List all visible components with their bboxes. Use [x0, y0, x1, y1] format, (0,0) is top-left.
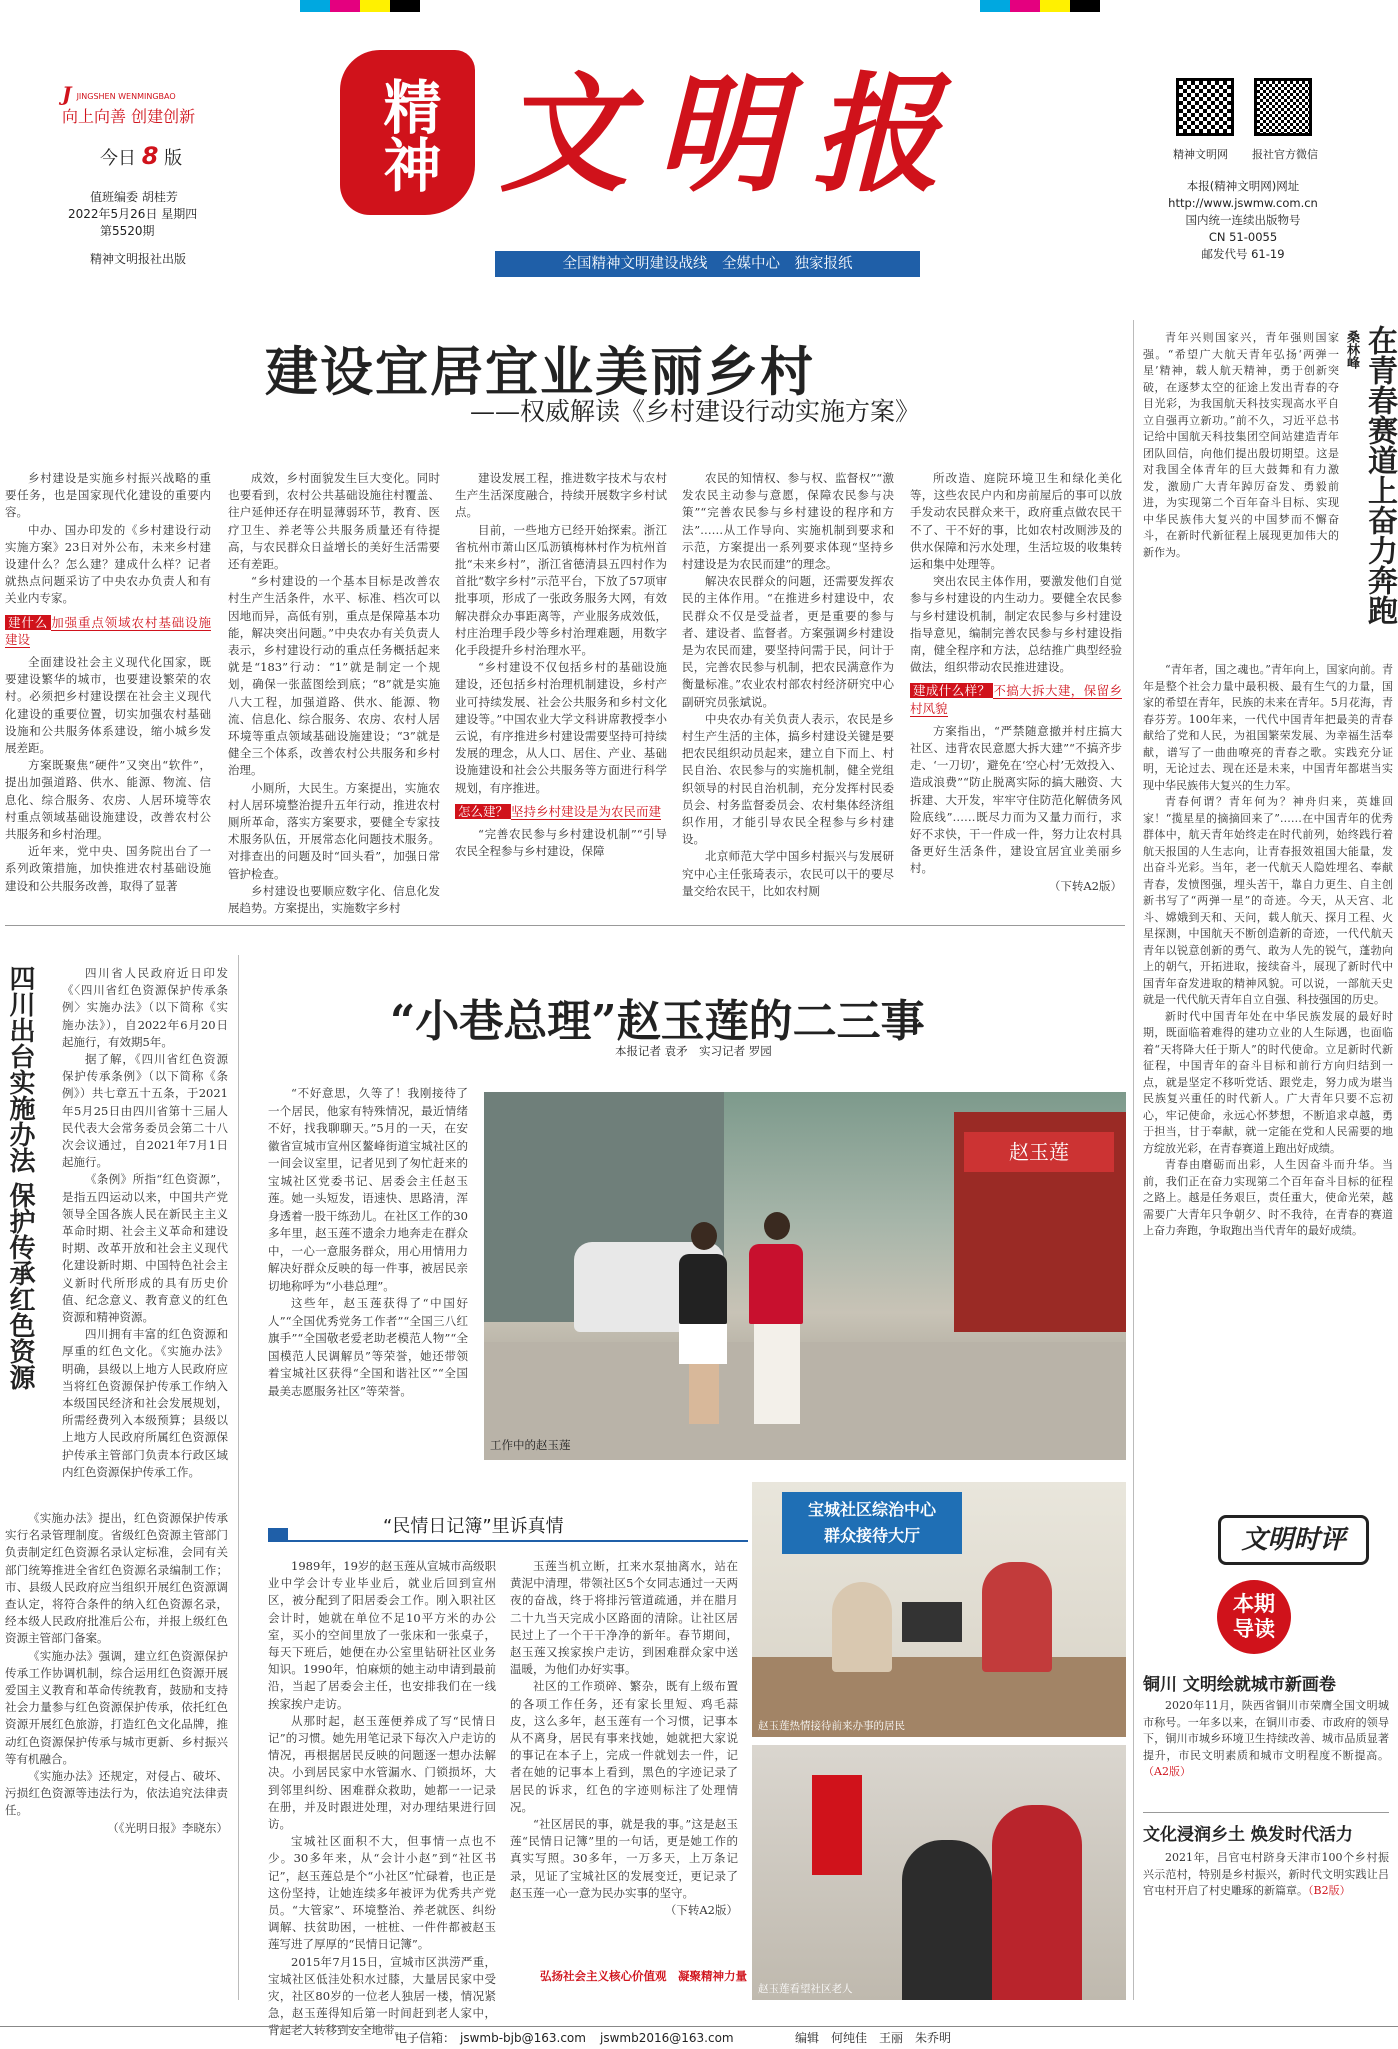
commentary-body-cont: “青年者，国之魂也。”青年向上，国家向前。青年是整个社会力量中最积极、最有生气的力量，国家的希望在青年，民族的未来在青年。5月花海，青春芬芳。100年来，一代代中国青年把最美的青春献给了党和人民，为祖国繁荣发展、为幸福生活奉献，谱写了一曲曲嘹亮的青春之歌。实践充分证明，无论过去、现在还是未来，中国青年都堪当实现中华民族伟大复兴的生力军。 青春何谓？青年何为？神舟归来，英雄回家！“揽星星的摘摘回来了”……在中国青年的优秀群体中，航天青年始终走在时代前列，始终践行着航天报国的人生志向，让青春报效祖国大能量，发出奋斗光彩。当年，老一代航天人隐姓埋名、奉献青春，发愤图强，埋头苦干，靠自力更生、自主创新书写了“两弹一星”的奇迹。今天，从天宫、北斗、嫦娥到天和、天问，载人航天、探月工程、火星探测，中国航天不断创造新的奇迹，一代代航天青年以锐意创新的勇气、敢为人先的锐气，蓬勃向上的朝气，开拓进取，接续奋斗，展现了新时代中国青年奋发进取的精神风貌。可以说，一部航天史就是一代代航天青年自立自强、科技强国的历史。 新时代中国青年处在中华民族发展的最好时期，既面临着难得的建功立业的人生际遇，也面临着“天将降大任于斯人”的时代使命。立足新时代新征程，中国青年的奋斗目标和前行方向归结到一点，就是坚定不移听党话、跟党走，努力成为堪当民族复兴重任的时代新人。广大青年只要不忘初心，牢记使命，永远心怀梦想，不断追求卓越，勇于担当，甘于奉献，就一定能在党和人民需要的地方绽放光彩，在青春赛道上跑出好成绩。 青春由磨砺而出彩，人生因奋斗而升华。当前，我们正在奋力实现第二个百年奋斗目标的征程之路上。越是任务艰巨，责任重大，使命光荣，越需要广大青年只争朝夕、时不我待，在青春的赛道上奋力奔跑，争取跑出当代青年的最好成绩。: [1143, 663, 1393, 1237]
lead-headline: 建设宜居宜业美丽乡村: [265, 342, 815, 403]
masthead-logo: [62, 82, 232, 106]
lead-bottom-rule: [5, 925, 1125, 926]
visit-wall-sign: [812, 1775, 862, 1875]
guide-headline-1[interactable]: 铜川 文明绘就城市新画卷: [1143, 1675, 1336, 1695]
masthead-title: 文明报: [500, 60, 969, 210]
subhead-how: 怎么建？ 坚持乡村建设是为农民而建: [455, 803, 667, 820]
visit-person-host: [992, 1805, 1082, 2000]
lead-col-1: 乡村建设是实施乡村振兴战略的重要任务，也是国家现代化建设的重要内容。 中办、国办印发的《乡村建设行动实施方案》23日对外公布，未来乡村建设建什么？怎么建？建成什么样？记者就热点问题采访了中央农办负责人和有关业内专家。 建什么 加强重点领域农村基础设施建设 全面建设社会主义现代化国家，既要建设繁华的城市，也要建设繁荣的农村。必须把乡村建设摆在社会主义现代化建设的重要位置，切实加强农村基础设施和公共服务体系建设，缩小城乡发展差距。 方案既聚焦“硬件”又突出“软件”，提出加强道路、供水、能源、物流、信息化、综合服务、农房、人居环境等农村重点领域基础设施建设，改善农村公共服务和乡村治理。 近年来，党中央、国务院出台了一系列政策措施，加快推进农村基础设施建设和公共服务改善，取得了显著: [5, 471, 211, 893]
lead-subhead: ——权威解读《乡村建设行动实施方案》: [470, 397, 921, 426]
guide-text-1: 2020年11月，陕西省铜川市荣膺全国文明城市称号。一年多以来，在铜川市委、市政府的领导下，铜川市城乡环境卫生持续改善、城市品质显著提升，市民文明素质和城市文明程度不断提高。（A2版）: [1143, 1699, 1389, 1778]
masthead: [0, 20, 1398, 280]
email-label: 电子信箱：: [395, 2031, 456, 2045]
person-2: [749, 1212, 804, 1432]
feature-body-2: 玉莲当机立断，扛来水泵抽离水，站在黄泥中清理，带领社区5个女同志通过一天两夜的奋战，终于将排污管道疏通，并在腊月二十九当天完成小区路面的清除。让社区居民过上了一个干干净净的新年。春节期间，赵玉莲又挨家挨户走访，到困难群众家中送温暖，为他们办好实事。 社区的工作琐碎、繁杂，既有上级布置的各项工作任务，还有家长里短、鸡毛蒜皮，这么多年，赵玉莲有一个习惯，记事本从不离身，居民有事来找她，她就把大家说的事记在本子上，完成一件就划去一件，记者在她的记事本上看到，黑色的字迹记录了居民的诉求，红色的字迹则标注了处理情况。 “社区居民的事，就是我的事。”这是赵玉莲“民情日记簿”里的一句话，更是她工作的真实写照。30多年，一万多天，上万条记录，见证了宝城社区的发展变迁，更记录了赵玉莲一心一意为民办实事的坚守。 （下转A2版）: [510, 1558, 738, 1953]
lead-col-5: 所改造、庭院环境卫生和绿化美化等，这些农民户内和房前屋后的事可以放手发动农民群众来干，政府重点做农民干不了、干不好的事，比如农村改厕涉及的供水保障和污水处理，生活垃圾的收集转运和集中处理等。 突出农民主体作用，要激发他们自觉参与乡村建设的内生动力。要健全农民参与乡村建设机制，制定农民参与乡村建设指导意见，编制完善农民参与乡村建设指南，健全程序和方法，总结推广典型经验做法，组织带动农民推进建设。 建成什么样？ 不搞大拆大建，保留乡村风貌 方案指出，“严禁随意撤并村庄搞大社区、违背农民意愿大拆大建”“不搞齐步走、‘一刀切’，避免在‘空心村’无效投入、造成浪费”“防止脱离实际的搞大融资、大拆建、大开发，牢牢守住防范化解债务风险底线”……既尽力而为又量力而行，求好不求快，干一件成一件，努力让农村具备更好生活条件，建设宜居宜业美丽乡村。 （下转A2版）: [910, 470, 1122, 912]
office-person-2: [982, 1562, 1052, 1672]
commentary-title: 在青春赛道上奋力奔跑: [1362, 325, 1397, 625]
comment-badge: [1218, 1515, 1369, 1565]
guide-headline-2[interactable]: 文化浸润乡土 焕发时代活力: [1143, 1825, 1353, 1845]
logo-mark: J: [62, 82, 72, 106]
logo-subtitle: JINGSHEN WENMINGBAO: [76, 92, 176, 101]
left-story-body-cont: 《实施办法》提出，红色资源保护传承实行名录管理制度。省级红色资源主管部门负责制定红色资源名录认定标准，会同有关部门统筹推进全省红色资源名录编制工作；市、县级人民政府应当组织开展红色资源调查认定，将符合条件的纳入红色资源名录，经本级人民政府批准后公布，并报上级红色资源主管部门备案。 《实施办法》强调，建立红色资源保护传承工作协调机制，综合运用红色资源开展爱国主义教育和革命传统教育，鼓励和支持社会力量参与红色资源保护传承，依托红色资源开展红色旅游，打造红色文化品牌，推动红色资源保护传承与城市更新、乡村振兴等有机融合。 《实施办法》还规定，对侵占、破坏、污损红色资源等违法行为，依法追究法律责任。 （《光明日报》李晓东）: [5, 1511, 228, 1835]
qr1-label: 精神文明网: [1173, 148, 1228, 161]
comment-badge-text: 文明时评: [1241, 1525, 1346, 1555]
person-1: [679, 1222, 729, 1432]
guide-badge: 本期导读: [1217, 1580, 1291, 1654]
visit-person-elder: [902, 1840, 992, 2000]
pages-today: 今日 8 版: [100, 142, 183, 170]
publisher: 精神文明报社出版: [90, 252, 187, 266]
lead-col-2: 成效，乡村面貌发生巨大变化。同时也要看到，农村公共基础设施往村覆盖、往户延伸还存在明显薄弱环节，教育、医疗卫生、养老等公共服务质量还有待提高，与农民群众日益增长的美好生活需要还有差距。 “乡村建设的一个基本目标是改善农村生产生活条件，水平、标准、档次可以因地而异，高低有别，重点是保障基本功能，解决突出问题。”中央农办有关负责人表示，乡村建设行动的重点任务概括起来就是“183”行动：“1”就是制定一个规划，确保一张蓝图绘到底；“8”就是实施八大工程，加强道路、供水、能源、物流、信息化、综合服务、农房、农村人居环境等重点领域基础设施建设；“3”就是健全三个体系，改善农村公共服务和乡村治理。 小厕所，大民生。方案提出，实施农村人居环境整治提升五年行动，推进农村厕所革命，落实方案要求，要健全专家技术服务队伍，开展常态化问题技术服务。对排查出的问题及时“回头看”，加强日常管护检查。 乡村建设也要顺应数字化、信息化发展趋势。方案提出，实施数字乡村: [228, 471, 440, 916]
feature-subtitle: “民情日记簿”里诉真情: [268, 1510, 748, 1542]
email-1-link[interactable]: jswmb-bjb@163.com: [460, 2031, 586, 2045]
subhead-what: 建什么 加强重点领域农村基础设施建设: [5, 614, 211, 647]
feature-body-1: 1989年，19岁的赵玉莲从宣城市高级职业中学会计专业毕业后，就业后回到宣州区，被分配到了阳居委会工作。刚入职社区会计时，她就在单位不足10平方米的办公室，买小的空间里放了一张床和一张桌子，每天下班后，她便在办公室里钻研社区业务知识。1990年，怕麻烦的她主动申请到最前沿，当起了居委会主任，也安排我们在一线挨家挨户走访。 从那时起，赵玉莲便养成了写“民情日记”的习惯。她先用笔记录下每次入户走访的情况，再根据居民反映的问题逐一想办法解决。小到居民家中水管漏水、门锁损坏，大到邻里纠纷、困难群众救助，她都一一记录在册，并及时跟进处理，对办理结果进行回访。 宝城社区面积不大，但事情一点也不少。30多年来，从“会计小赵”到“社区书记”，赵玉莲总是个“小社区”忙碌着，也正是这份坚持，让她连续多年被评为优秀共产党员。“大管家”、环境整治、养老就医、纠纷调解、扶贫助困，一桩桩、一件件都被赵玉莲写进了厚厚的“民情日记簿”。 2015年7月15日，宣城市区洪涝严重，宝城社区低洼处积水过膝，大量居民家中受灾，社区80岁的一位老人独居一楼，情况紧急，赵玉莲得知后第一时间赶到老人家中，背起老人转移到安全地带。: [268, 1559, 496, 2038]
feature-photo-main: [484, 1092, 1126, 1460]
guide-text-2: 2021年，吕官屯村跻身天津市100个乡村振兴示范村，特别是乡村振兴，新时代文明实践让吕官屯村开启了村史雕琢的新篇章。（B2版）: [1143, 1851, 1389, 1897]
qr2-label: 报社官方微信: [1252, 148, 1318, 161]
site-url-link[interactable]: http://www.jswmw.com.cn: [1168, 196, 1318, 210]
commentary-body: 青年兴则国家兴，青年强则国家强。“希望广大航天青年弘扬‘两弹一星’精神，载人航天精神，勇于创新突破，在逐梦太空的征途上发出青春的夺目光彩，为我国航天科技实现高水平自立自强再立新功。”前不久，习近平总书记给中国航天科技集团空间站建造青年团队回信，向他们提出殷切期望。这是对我国全体青年的巨大鼓舞和有力激发，激励广大青年踔厉奋发、勇毅前进，为实现第二个百年奋斗目标、实现中华民族伟大复兴的中国梦而不懈奋斗，在新时代新征程上展现更加伟大的新作为。: [1143, 331, 1339, 559]
right-column-rule: [1133, 320, 1134, 2000]
photo-caption-office: 赵玉莲热情接待前来办事的居民: [758, 1720, 905, 1732]
title-seal: [340, 50, 475, 215]
shop-sign: 赵玉莲: [964, 1132, 1114, 1172]
feature-byline: 本报记者 袁矛 实习记者 罗园: [615, 1044, 772, 1058]
editors: 编辑 何纯佳 王丽 朱乔明: [795, 2031, 952, 2045]
road: [484, 1342, 1126, 1460]
slogan-footer: 弘扬社会主义核心价值观 凝聚精神力量: [540, 1969, 747, 1983]
qr-code-website[interactable]: [1176, 78, 1234, 136]
slogan: 向上向善 创建创新: [62, 107, 196, 126]
office-sign: 宝城社区综治中心 群众接待大厅: [782, 1492, 962, 1554]
issue-date: 2022年5月26日 星期四: [68, 207, 198, 221]
footer-bar: [0, 2026, 1398, 2049]
registration-marks-top: [300, 0, 1100, 12]
office-monitor: [902, 1602, 962, 1642]
guide-divider: [1143, 1812, 1389, 1813]
masthead-banner: 全国精神文明建设战线 全媒中心 独家报纸: [495, 251, 920, 277]
feature-intro: “不好意思，久等了！我刚接待了一个居民，他家有特殊情况，最近情绪不好，找我聊聊天。”5月的一天，在安徽省宣城市宣州区鳌峰街道宝城社区的一间会议室里，记者见到了匆忙赶来的宝城社区党委书记、居委会主任赵玉莲。她一头短发，语速快、思路清，浑身透着一股干练劲儿。在社区工作的30多年里，赵玉莲不遗余力地奔走在群众中，一心一意服务群众，用心用情用力解决好群众反映的每一件事，被居民亲切地称呼为“小巷总理”。 这些年，赵玉莲获得了“中国好人”“全国优秀党务工作者”“全国三八红旗手”“全国敬老爱老助老模范人物”“全国模范人民调解员”等荣誉，她还带领着宝城社区获得“全国和谐社区”“全国最美志愿服务社区”等荣誉。: [268, 1086, 468, 1398]
feature-photo-visit: [752, 1745, 1126, 2000]
left-story-title: 四川出台实施办法 保护传承红色资源: [5, 965, 35, 1391]
issue-number: 第5520期: [100, 224, 155, 238]
issue-guide: [1143, 1580, 1393, 2000]
feature-continued-link[interactable]: （下转A2版）: [664, 1903, 738, 1918]
feature-headline: “小巷总理”赵玉莲的二三事: [390, 996, 925, 1047]
subhead-result: 建成什么样？ 不搞大拆大建，保留乡村风貌: [910, 683, 1122, 716]
continued-link[interactable]: （下转A2版）: [1048, 878, 1122, 893]
office-person-1: [832, 1582, 892, 1672]
email-2-link[interactable]: jswmb2016@163.com: [600, 2031, 734, 2045]
photo-caption-visit: 赵玉莲看望社区老人: [758, 1983, 853, 1995]
left-story-body: 四川省人民政府近日印发《〈四川省红色资源保护传承条例〉实施办法》（以下简称《实施办法》），自2022年6月20日起施行，有效期5年。 据了解，《四川省红色资源保护传承条例》（以下简称《条例》）共七章五十五条，于2021年5月25日由四川省第十三届人民代表大会常务委员会第二十八次会议通过，自2021年7月1日起施行。 《条例》所指“红色资源”，是指五四运动以来，中国共产党领导全国各族人民在新民主主义革命时期、社会主义革命和建设时期、改革开放和社会主义现代化建设新时期、中国特色社会主义新时代所形成的具有历史价值、纪念意义、教育意义的红色资源和精神资源。 四川拥有丰富的红色资源和厚重的红色文化。《实施办法》明确，县级以上地方人民政府应当将红色资源保护传承工作纳入本级国民经济和社会发展规划，所需经费列入本级预算；县级以上地方人民政府所属红色资源保护传承主管部门负责本行政区域内红色资源保护传承工作。: [62, 966, 228, 1479]
left-story-rule: [238, 955, 239, 2000]
feature-photo-office: [752, 1482, 1126, 1737]
duty-editor: 值班编委 胡桂芳: [90, 190, 178, 204]
lead-col-4: 农民的知情权、参与权、监督权”“激发农民主动参与意愿，保障农民参与决策”“完善农民参与乡村建设的程序和方法”……从工作导向、实施机制到要求和示范，方案提出一系列要求体现“坚持乡村建设是为农民而建”的理念。 解决农民群众的问题，还需要发挥农民的主体作用。“在推进乡村建设中，农民群众不仅是受益者，更是重要的参与者、建设者、监督者。方案强调乡村建设是为农民而建，要坚持问需于民，问计于民，完善农民参与机制，把农民满意作为衡量标准。”农业农村部农村经济研究中心副研究员张斌说。 中央农办有关负责人表示，农民是乡村生产生活的主体，搞乡村建设关键是要把农民组织动员起来，建立自下而上、村民自治、农民参与的实施机制，健全党组织领导的村民自治机制，充分发挥村民委员会、村务监督委员会、农村集体经济组织作用，才能引导农民全程参与乡村建设。 北京师范大学中国乡村振兴与发展研究中心主任张琦表示，农民可以干的要尽量交给农民干，比如农村厕: [682, 471, 894, 898]
commentary-author: 桑林峰: [1344, 330, 1359, 369]
photo-caption-main: 工作中的赵玉莲: [490, 1438, 571, 1452]
lead-col-3: 建设发展工程，推进数字技术与农村生产生活深度融合，持续开展数字乡村试点。 目前，一些地方已经开始探索。浙江省杭州市萧山区瓜沥镇梅林村作为杭州首批“未来乡村”，浙江省德清县五四村作为首批“数字乡村”示范平台，下放了57项审批事项，形成了一张政务服务大网，有效解决群众办事距离等，产业服务成效低，村庄治理手段少等乡村治理难题，用数字化手段提升乡村治理水平。 “乡村建设不仅包括乡村的基础设施建设，还包括乡村治理机制建设，乡村产业可持续发展、社会公共服务和乡村文化建设等。”中国农业大学文科讲席教授李小云说，有序推进乡村建设需要坚持可持续发展的理念，从人口、居住、产业、基础设施建设和社会公共服务等方面进行科学规划，有序推进。 怎么建？ 坚持乡村建设是为农民而建 “完善农民参与乡村建设机制”“引导农民全程参与乡村建设，保障: [455, 471, 667, 859]
site-info: 本报(精神文明网)网址 http://www.jswmw.com.cn 国内统一连续出版物号 CN 51-0055 邮发代号 61-19: [1168, 179, 1318, 261]
qr-code-wechat[interactable]: [1254, 78, 1312, 136]
title-seal-text: 精神: [373, 77, 442, 193]
